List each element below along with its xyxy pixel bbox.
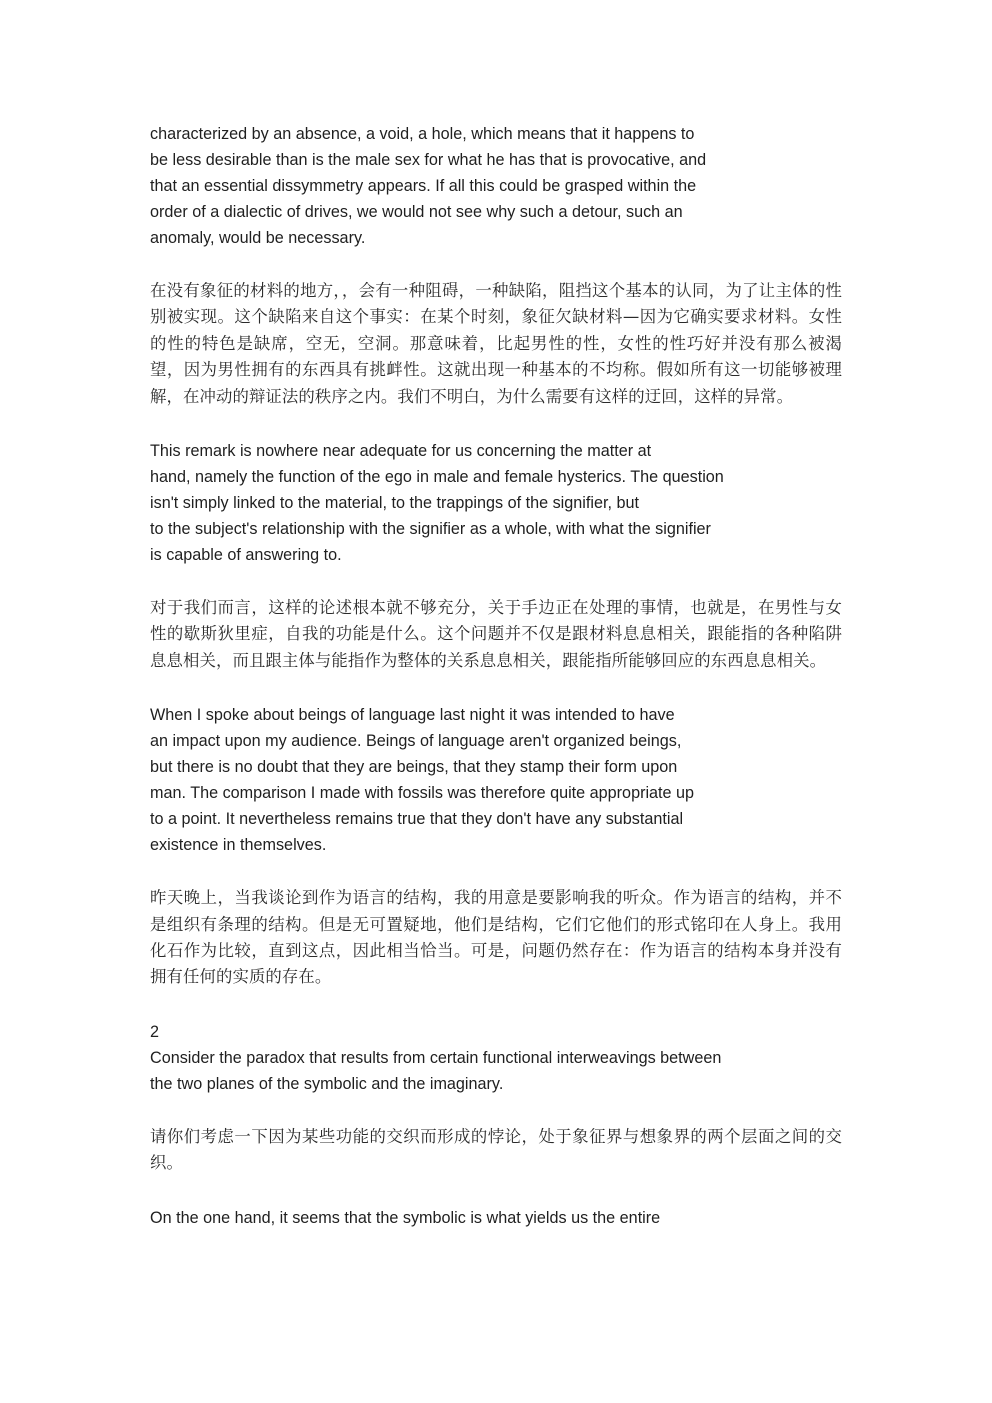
text-line: Consider the paradox that results from certain functional interweavings between <box>150 1048 722 1067</box>
section-number: 2 <box>150 1022 160 1041</box>
text-line: When I spoke about beings of language last night it was intended to have <box>150 706 675 725</box>
text-line: the two planes of the symbolic and the imaginary. <box>150 1074 504 1093</box>
section-heading <box>150 1019 850 1045</box>
paragraph-chinese-4: 请你们考虑一下因为某些功能的交织而形成的悖论，处于象征界与想象界的两个层面之间的交织。 <box>150 1126 842 1173</box>
text-line: anomaly, would be necessary. <box>150 229 366 247</box>
text-line: be less desirable than is the male sex for what he has that is provocative, and <box>150 151 707 169</box>
text-line: This remark is nowhere near adequate for us concerning the matter at <box>150 442 652 461</box>
paragraph-english-5 <box>150 1205 850 1231</box>
text-line: an impact upon my audience. Beings of language aren't organized beings, <box>150 732 682 751</box>
text-line: man. The comparison I made with fossils was therefore quite appropriate up <box>150 784 695 803</box>
paragraph-english-1 <box>150 121 850 251</box>
text-line: is capable of answering to. <box>150 546 342 565</box>
text-line: to the subject's relationship with the signifier as a whole, with what the signifier <box>150 520 711 539</box>
text-line: existence in themselves. <box>150 836 327 855</box>
paragraph-english-3 <box>150 702 850 858</box>
text-line: to a point. It nevertheless remains true that they don't have any substantial <box>150 810 684 829</box>
text-line: order of a dialectic of drives, we would not see why such a detour, such an <box>150 203 683 221</box>
paragraph-english-4 <box>150 1045 850 1097</box>
text-line: that an essential dissymmetry appears. If all this could be grasped within the <box>150 177 697 195</box>
text-line: characterized by an absence, a void, a hole, which means that it happens to <box>150 125 695 143</box>
paragraph-chinese-2: 对于我们而言，这样的论述根本就不够充分，关于手边正在处理的事情，也就是，在男性与女性的歇斯狄里症，自我的功能是什么。这个问题并不仅是跟材料息息相关，跟能指的各种陷阱息息相关，而且跟主体与能指作为整体的关系息息相关，跟能指所能够回应的东西息息相关。 <box>150 598 842 670</box>
paragraph-english-2 <box>150 438 850 568</box>
text-line: isn't simply linked to the material, to the trappings of the signifier, but <box>150 494 639 513</box>
text-line: On the one hand, it seems that the symbolic is what yields us the entire <box>150 1208 661 1227</box>
paragraph-chinese-1: 在没有象征的材料的地方，，会有一种阻碍，一种缺陷，阻挡这个基本的认同，为了让主体的性别被实现。这个缺陷来自这个事实：在某个时刻，象征欠缺材料—因为它确实要求材料。女性的性的特色是缺席，空无，空洞。那意味着，比起男性的性，女性的性巧好并没有那么被渴望，因为男性拥有的东西具有挑衅性。这就出现一种基本的不均称。假如所有这一切能够被理解，在冲动的辩证法的秩序之内。我们不明白，为什么需要有这样的迂回，这样的异常。 <box>150 281 842 406</box>
paragraph-chinese-3: 昨天晚上，当我谈论到作为语言的结构，我的用意是要影响我的听众。作为语言的结构，并不是组织有条理的结构。但是无可置疑地，他们是结构，它们它他们的形式铭印在人身上。我用化石作为比较，直到这点，因此相当恰当。可是，问题仍然存在：作为语言的结构本身并没有拥有任何的实质的存在。 <box>150 888 842 987</box>
text-line: hand, namely the function of the ego in male and female hysterics. The question <box>150 468 724 487</box>
text-line: but there is no doubt that they are beings, that they stamp their form upon <box>150 758 678 777</box>
document-page <box>150 121 850 1231</box>
